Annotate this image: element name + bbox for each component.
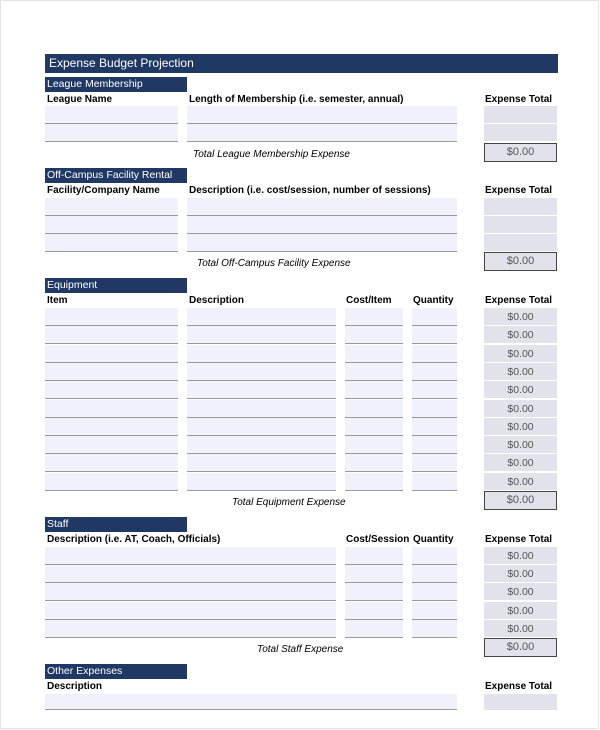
equipment-cost-field[interactable] (345, 345, 403, 363)
membership-length-field[interactable] (187, 106, 457, 124)
section-header-staff: Staff (45, 517, 187, 532)
equipment-description-field[interactable] (187, 381, 336, 399)
equipment-description-field[interactable] (187, 363, 336, 381)
equipment-item-field[interactable] (45, 454, 178, 472)
equipment-quantity-field[interactable] (412, 473, 457, 491)
league-name-field[interactable] (45, 106, 178, 124)
equipment-item-field[interactable] (45, 400, 178, 418)
equipment-description-field[interactable] (187, 436, 336, 454)
equipment-quantity-field[interactable] (412, 400, 457, 418)
equipment-cost-field[interactable] (345, 454, 403, 472)
section-header-league: League Membership (45, 77, 187, 92)
equipment-quantity-field[interactable] (412, 308, 457, 326)
total-value-league: $0.00 (484, 143, 557, 162)
equipment-description-field[interactable] (187, 473, 336, 491)
section-header-facility: Off-Campus Facility Rental (45, 168, 187, 183)
equipment-quantity-field[interactable] (412, 381, 457, 399)
column-header-item: Item (47, 295, 68, 306)
other-description-field[interactable] (45, 694, 457, 710)
staff-cost-field[interactable] (345, 602, 403, 620)
equipment-quantity-field[interactable] (412, 363, 457, 381)
staff-quantity-field[interactable] (412, 602, 457, 620)
equipment-item-field[interactable] (45, 308, 178, 326)
equipment-cost-field[interactable] (345, 326, 403, 344)
staff-quantity-field[interactable] (412, 583, 457, 601)
staff-cost-field[interactable] (345, 620, 403, 638)
staff-description-field[interactable] (45, 547, 336, 565)
equipment-expense-total: $0.00 (484, 363, 557, 381)
facility-name-field[interactable] (45, 198, 178, 216)
column-header-expense-total: Expense Total (485, 94, 553, 105)
column-header-other-description: Description (47, 681, 103, 692)
total-label-league: Total League Membership Expense (193, 149, 350, 160)
equipment-expense-total: $0.00 (484, 418, 557, 436)
column-header-staff-description: Description (i.e. AT, Coach, Officials) (47, 534, 221, 545)
column-header-quantity: Quantity (413, 534, 454, 545)
staff-quantity-field[interactable] (412, 547, 457, 565)
column-header-quantity: Quantity (413, 295, 454, 306)
column-header-cost-item: Cost/Item (346, 295, 392, 306)
total-label-facility: Total Off-Campus Facility Expense (197, 258, 351, 269)
equipment-quantity-field[interactable] (412, 436, 457, 454)
equipment-item-field[interactable] (45, 436, 178, 454)
column-header-expense-total: Expense Total (485, 681, 553, 692)
total-value-facility: $0.00 (484, 252, 557, 271)
equipment-item-field[interactable] (45, 473, 178, 491)
staff-cost-field[interactable] (345, 565, 403, 583)
facility-description-field[interactable] (187, 198, 457, 216)
equipment-cost-field[interactable] (345, 418, 403, 436)
league-expense-total-field[interactable] (484, 124, 557, 142)
column-header-expense-total: Expense Total (485, 534, 553, 545)
facility-name-field[interactable] (45, 216, 178, 234)
facility-expense-total-field[interactable] (484, 234, 557, 252)
league-name-field[interactable] (45, 124, 178, 142)
equipment-quantity-field[interactable] (412, 326, 457, 344)
column-header-description: Description (189, 295, 245, 306)
total-label-staff: Total Staff Expense (257, 644, 344, 655)
column-header-expense-total: Expense Total (485, 185, 553, 196)
equipment-expense-total: $0.00 (484, 308, 557, 326)
equipment-expense-total: $0.00 (484, 454, 557, 472)
section-header-equipment: Equipment (45, 278, 187, 293)
facility-name-field[interactable] (45, 234, 178, 252)
facility-expense-total-field[interactable] (484, 216, 557, 234)
staff-description-field[interactable] (45, 620, 336, 638)
equipment-item-field[interactable] (45, 345, 178, 363)
total-value-equipment: $0.00 (484, 491, 557, 510)
equipment-expense-total: $0.00 (484, 381, 557, 399)
staff-description-field[interactable] (45, 565, 336, 583)
equipment-description-field[interactable] (187, 418, 336, 436)
equipment-description-field[interactable] (187, 454, 336, 472)
staff-expense-total: $0.00 (484, 565, 557, 583)
staff-expense-total: $0.00 (484, 602, 557, 620)
equipment-expense-total: $0.00 (484, 345, 557, 363)
other-expense-total-field[interactable] (484, 694, 557, 710)
equipment-quantity-field[interactable] (412, 418, 457, 436)
page-title: Expense Budget Projection (45, 54, 558, 73)
equipment-expense-total: $0.00 (484, 436, 557, 454)
equipment-description-field[interactable] (187, 400, 336, 418)
equipment-quantity-field[interactable] (412, 454, 457, 472)
equipment-expense-total: $0.00 (484, 473, 557, 491)
equipment-cost-field[interactable] (345, 363, 403, 381)
equipment-expense-total: $0.00 (484, 400, 557, 418)
staff-cost-field[interactable] (345, 547, 403, 565)
equipment-cost-field[interactable] (345, 400, 403, 418)
equipment-item-field[interactable] (45, 326, 178, 344)
equipment-description-field[interactable] (187, 326, 336, 344)
section-header-other: Other Expenses (45, 664, 187, 679)
staff-expense-total: $0.00 (484, 547, 557, 565)
staff-expense-total: $0.00 (484, 620, 557, 638)
equipment-item-field[interactable] (45, 363, 178, 381)
equipment-cost-field[interactable] (345, 436, 403, 454)
column-header-facility-description: Description (i.e. cost/session, number of sessions) (189, 185, 431, 196)
facility-description-field[interactable] (187, 234, 457, 252)
staff-description-field[interactable] (45, 583, 336, 601)
equipment-cost-field[interactable] (345, 473, 403, 491)
equipment-cost-field[interactable] (345, 381, 403, 399)
staff-description-field[interactable] (45, 602, 336, 620)
equipment-quantity-field[interactable] (412, 345, 457, 363)
column-header-facility-name: Facility/Company Name (47, 185, 160, 196)
total-value-staff: $0.00 (484, 638, 557, 657)
column-header-league-name: League Name (47, 94, 113, 105)
equipment-expense-total: $0.00 (484, 326, 557, 344)
staff-quantity-field[interactable] (412, 565, 457, 583)
equipment-item-field[interactable] (45, 418, 178, 436)
equipment-cost-field[interactable] (345, 308, 403, 326)
staff-expense-total: $0.00 (484, 583, 557, 601)
equipment-item-field[interactable] (45, 381, 178, 399)
membership-length-field[interactable] (187, 124, 457, 142)
facility-description-field[interactable] (187, 216, 457, 234)
column-header-expense-total: Expense Total (485, 295, 553, 306)
equipment-description-field[interactable] (187, 345, 336, 363)
league-expense-total-field[interactable] (484, 106, 557, 124)
total-label-equipment: Total Equipment Expense (232, 497, 346, 508)
staff-cost-field[interactable] (345, 583, 403, 601)
equipment-description-field[interactable] (187, 308, 336, 326)
facility-expense-total-field[interactable] (484, 198, 557, 216)
column-header-membership-length: Length of Membership (i.e. semester, annual) (189, 94, 404, 105)
column-header-cost-session: Cost/Session (346, 534, 410, 545)
staff-quantity-field[interactable] (412, 620, 457, 638)
